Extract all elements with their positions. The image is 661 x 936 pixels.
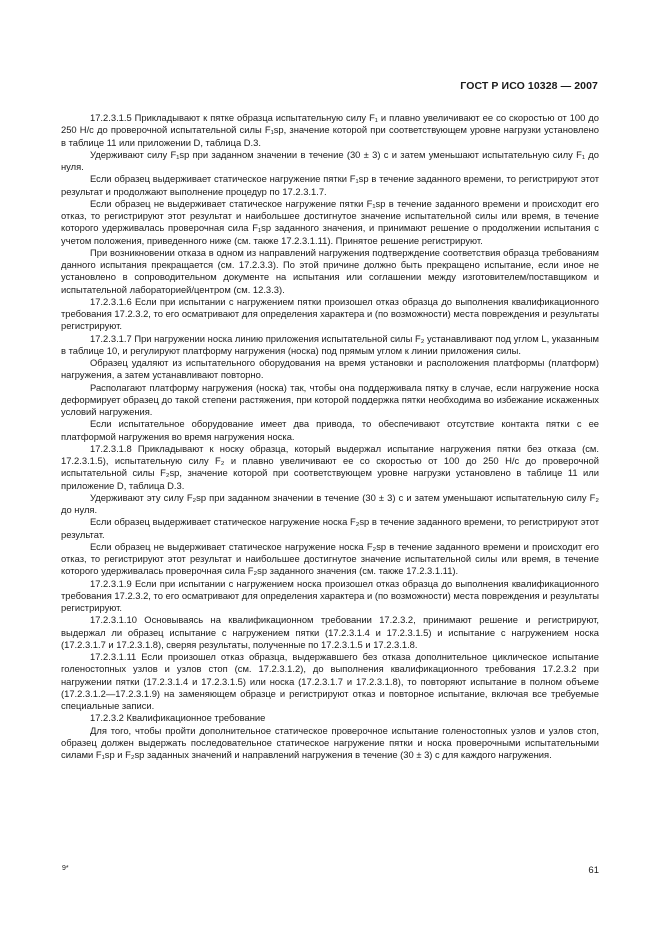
- document-body: [61, 112, 599, 761]
- paragraph: 17.2.3.1.8 Прикладывают к носку образца, который выдержал испытание нагружения пятки без отказа (см. 17.2.3.1.5), испытательную силу F₂ и плавно увеличивают ее со скоростью от 100 до 250 Н/с до проверочной испытательной силы F₂sp, значение которой при соответствующем уровне нагрузки установлено в таблице 11 или приложение D, таблица D.3.: [61, 442, 599, 491]
- paragraph: 17.2.3.1.9 Если при испытании с нагружением носка произошел отказ образца до выполнения квалификационного требования 17.2.3.2, то его осматривают для определения характера и (по возможности) места повреждения и результаты регистрируют.: [61, 577, 599, 613]
- paragraph: Для того, чтобы пройти дополнительное статическое проверочное испытание голеностопных узлов и узлов стоп, образец должен выдержать последовательное статическое нагружение пятки и носка проверочными испытательными силами F₁sp и F₂sp заданных значений и направлений нагружения в течение (30 ± 3) с для каждого нагружения.: [61, 724, 599, 760]
- section-heading: 17.2.3.2 Квалификационное требование: [90, 712, 266, 724]
- standard-number-header: ГОСТ Р ИСО 10328 — 2007: [460, 80, 598, 92]
- paragraph: Удерживают эту силу F₂sp при заданном значении в течение (30 ± 3) с и затем уменьшают испытательную силу F₂ до нуля.: [61, 491, 599, 515]
- paragraph: Если образец не выдерживает статическое нагружение пятки F₁sp в течение заданного времени и происходит его отказ, то регистрируют этот результат и наибольшее достигнутое значение испытательной силы или время, в течение которого удерживалась проверочная сила F₁sp заданного значения, и принимают решение о продолжении испытания с учетом положения, приведенного ниже (см. также 17.2.3.1.11). Принятое решение регистрируют.: [61, 197, 599, 246]
- paragraph: При возникновении отказа в одном из направлений нагружения подтверждение соответствия образца требованиям данного испытания прекращается (см. 17.2.3.3). По этой причине должно быть прекращено испытание, если иное не установлено в сопроводительном документе на испытания или соглашении между изготовителем/поставщиком и испытательной лабораторией/центром (см. 12.3.3).: [61, 246, 599, 295]
- paragraph: Располагают платформу нагружения (носка) так, чтобы она поддерживала пятку в случае, если нагружение носка деформирует образец до такой степени растяжения, при которой поддержка пятки необходима во избежание искаженных условий нагружения.: [61, 381, 599, 417]
- page-number: 61: [588, 865, 599, 876]
- footer-sheet-mark: 9*: [62, 865, 69, 872]
- paragraph: Удерживают силу F₁sp при заданном значении в течение (30 ± 3) с и затем уменьшают испытательную силу F₁ до нуля.: [61, 148, 599, 172]
- paragraph: Образец удаляют из испытательного оборудования на время установки и расположения платформы (платформ) нагружения, а затем устанавливают повторно.: [61, 357, 599, 381]
- paragraph: 17.2.3.1.7 При нагружении носка линию приложения испытательной силы F₂ устанавливают под углом L, указанным в таблице 10, и регулируют платформу нагружения (носка) под прямым углом к линии приложения силы.: [61, 332, 599, 356]
- paragraph: Если испытательное оборудование имеет два привода, то обеспечивают отсутствие контакта пятки с ее платформой нагружения во время нагружения носка.: [61, 418, 599, 442]
- paragraph: 17.2.3.1.5 Прикладывают к пятке образца испытательную силу F₁ и плавно увеличивают ее со скоростью от 100 до 250 Н/с до проверочной испытательной силы F₁sp, значение которой при соответствующем уровне нагрузки установлено в таблице 11 или приложении D, таблица D.3.: [61, 112, 599, 148]
- paragraph: Если образец не выдерживает статическое нагружение носка F₂sp в течение заданного времени и происходит его отказ, то регистрируют этот результат и наибольшее достигнутое значение испытательной силы или время, в течение которого удерживалась проверочная сила F₂sp заданного значения (см. также 17.2.3.1.11).: [61, 540, 599, 577]
- paragraph: 17.2.3.1.10 Основываясь на квалификационном требовании 17.2.3.2, принимают решение и регистрируют, выдержал ли образец испытание с нагружением пятки (17.2.3.1.4 и 17.2.3.1.5) и испытание с нагружением носка (17.2.3.1.7 и 17.2.3.1.8), сверяя результаты, полученные по 17.2.3.1.5 и 17.2.3.1.8.: [61, 614, 599, 650]
- paragraph: 17.2.3.1.11 Если произошел отказ образца, выдержавшего без отказа дополнительное циклическое испытание голеностопных узлов и узлов стоп (см. 17.2.3.1.2), до выполнения квалификационного требования 17.2.3.2 при нагружении пятки (17.2.3.1.4 и 17.2.3.1.5) или носка (17.2.3.1.7 и 17.2.3.1.8), то повторяют испытание в полном объеме (17.2.3.1.2—17.2.3.1.9) на заменяющем образце и регистрируют отказ и повторное испытание, включая все требуемые специальные записи.: [61, 651, 599, 711]
- paragraph: Если образец выдерживает статическое нагружение носка F₂sp в течение заданного времени, то регистрируют этот результат.: [61, 516, 599, 540]
- paragraph: 17.2.3.1.6 Если при испытании с нагружением пятки произошел отказ образца до выполнения квалификационного требования 17.2.3.2, то его осматривают для определения характера и (по возможности) места повреждения и результаты регистрируют.: [61, 295, 599, 332]
- paragraph: Если образец выдерживает статическое нагружение пятки F₁sp в течение заданного времени, то регистрируют этот результат и продолжают выполнение процедур по 17.2.3.1.7.: [61, 173, 599, 197]
